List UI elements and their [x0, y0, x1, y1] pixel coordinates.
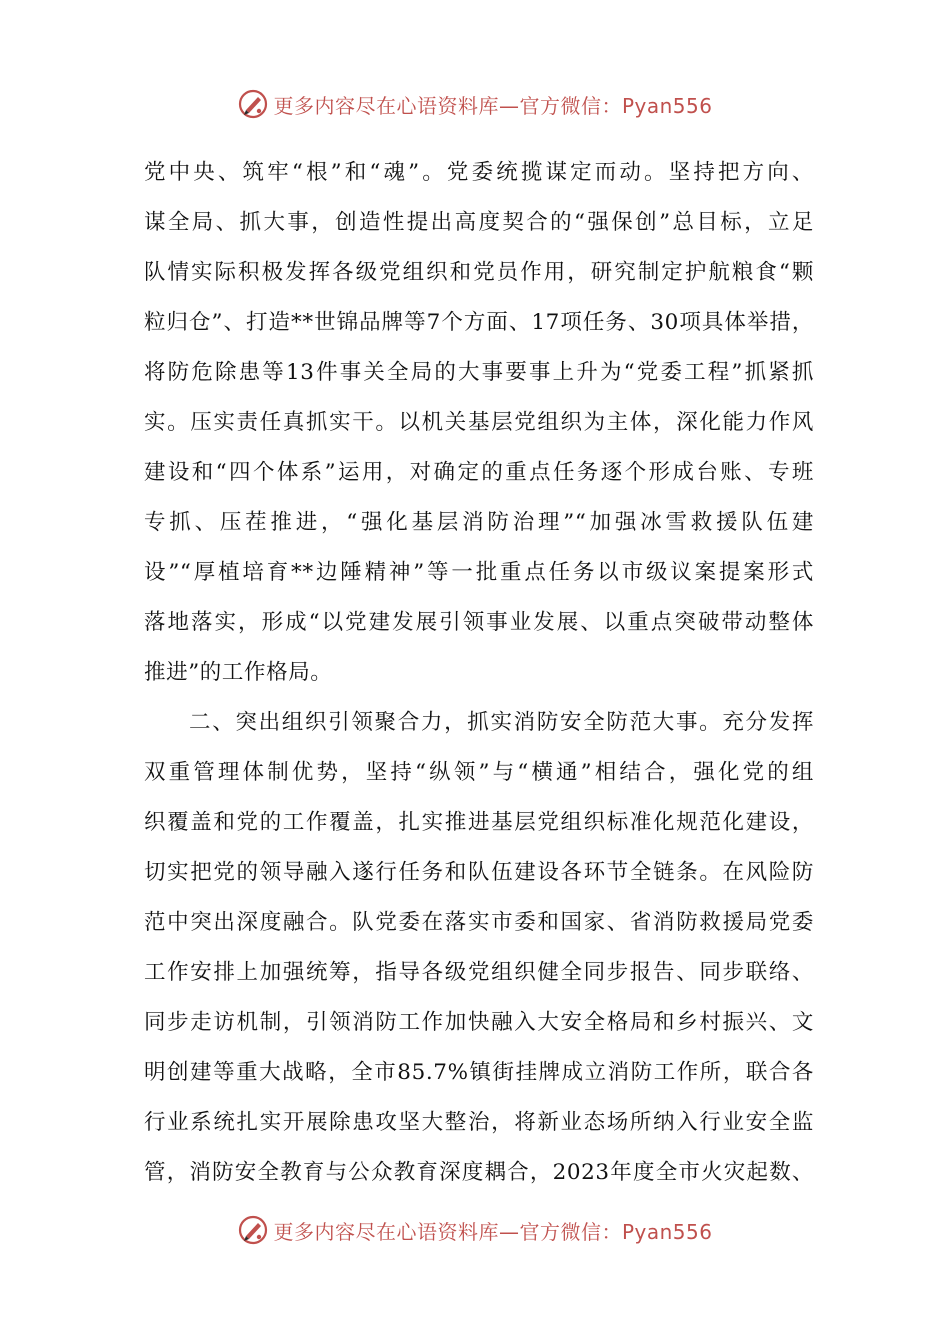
text-line: 落地落实，形成“以党建发展引领事业发展、以重点突破带动整体: [144, 610, 814, 635]
text-line: 织覆盖和党的工作覆盖，扎实推进基层党组织标准化规范化建设，: [144, 810, 814, 835]
text-line: 建设和“四个体系”运用，对确定的重点任务逐个形成台账、专班: [144, 460, 814, 485]
watermark-text: 更多内容尽在心语资料库—官方微信：Pyan556: [273, 93, 713, 118]
text-line: 切实把党的领导融入遂行任务和队伍建设各环节全链条。在风险防: [144, 860, 814, 885]
text-line: 专抓、压茬推进，“强化基层消防治理”“加强冰雪救援队伍建: [144, 510, 814, 535]
text-line: 实。压实责任真抓实干。以机关基层党组织为主体，深化能力作风: [144, 410, 814, 435]
watermark-header: [0, 84, 950, 124]
text-line: 粒归仓”、打造**世锦品牌等7个方面、17项任务、30项具体举措，: [144, 310, 814, 335]
pen-logo-icon: [237, 1214, 269, 1246]
text-line: 党中央、筑牢“根”和“魂”。党委统揽谋定而动。坚持把方向、: [144, 160, 814, 185]
text-line: 谋全局、抓大事，创造性提出高度契合的“强保创”总目标，立足: [144, 210, 814, 235]
text-line: 范中突出深度融合。队党委在落实市委和国家、省消防救援局党委: [144, 910, 814, 935]
watermark-text: 更多内容尽在心语资料库—官方微信：Pyan556: [273, 1219, 713, 1244]
text-line: 行业系统扎实开展除患攻坚大整治，将新业态场所纳入行业安全监: [144, 1110, 814, 1135]
text-line: 同步走访机制，引领消防工作加快融入大安全格局和乡村振兴、文: [144, 1010, 814, 1035]
text-line: 管，消防安全教育与公众教育深度耦合，2023年度全市火灾起数、: [144, 1160, 814, 1185]
watermark-footer: [0, 1210, 950, 1250]
text-line: 队情实际积极发挥各级党组织和党员作用，研究制定护航粮食“颗: [144, 260, 814, 285]
text-line: 双重管理体制优势，坚持“纵领”与“横通”相结合，强化党的组: [144, 760, 814, 785]
paragraph-start-line: 二、突出组织引领聚合力，抓实消防安全防范大事。充分发挥: [189, 710, 814, 735]
text-line: 设”“厚植培育**边陲精神”等一批重点任务以市级议案提案形式: [144, 560, 814, 585]
text-line: 明创建等重大战略，全市85.7%镇街挂牌成立消防工作所，联合各: [144, 1060, 814, 1085]
pen-logo-icon: [237, 88, 269, 120]
document-body: [144, 148, 814, 1198]
text-line: 推进”的工作格局。: [144, 660, 333, 685]
text-line: 将防危除患等13件事关全局的大事要事上升为“党委工程”抓紧抓: [144, 360, 814, 385]
text-line: 工作安排上加强统筹，指导各级党组织健全同步报告、同步联络、: [144, 960, 814, 985]
